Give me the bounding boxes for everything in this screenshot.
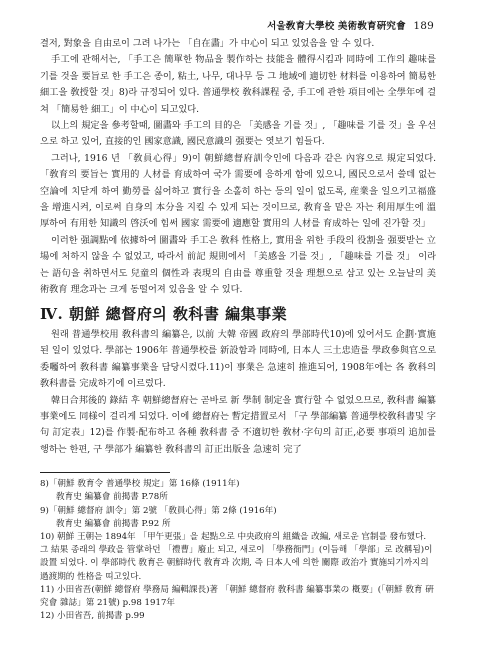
paragraph: 以上의 規定을 參考할때, 圖畵와 手工의 目的은 「美感을 기를 것」, 「趣味를 기를 것」을 우선으로 하고 있어, 直接的인 國家意識, 國民意識의 强要는 엿보기 힘들다. [40,120,436,148]
running-header [267,18,434,32]
section-heading: Ⅳ. 朝鮮 總督府의 敎科書 編集事業 [40,304,288,323]
footnotes [40,478,436,623]
paragraph: 手工에 관해서는, 「手工은 簡單한 物品을 製作하는 技能을 體得시킴과 同時에 工作의 趣味를 기를 것을 要旨로 한 手工은 종이, 粘土, 나무, 대나무 등 그 地域에 適切한 材料를 이용하여 簡易한 細工을 敎授할 것」8)라 규정되어 있다. 普通學校 敎科課程 중, 手工에 관한 項目에는 全學年에 걸쳐 「簡易한 細工」이 中心이 되고있다. [40,54,436,115]
paragraph: 결저, 對象을 自由로이 그려 나가는 「自在畵」가 中心이 되고 있었음을 알 수 있다. [40,38,375,49]
footnote-source: 敎育史 編纂會 前揭書 P.78所 [56,492,168,503]
footnote: 8)「朝鮮 敎育令 普通學校 規定」第 16條 (1911年) [40,479,240,490]
page-number: 189 [413,20,434,32]
footnote: 12) 小田省吾, 前揭書 p.99 [40,611,145,622]
footnote-source: 敎育史 編纂會 前揭書 P.92 所 [56,518,171,529]
body-text [40,36,436,458]
paragraph: 이러한 强調點에 依據하여 圖畵와 手工은 敎科 性格上, 實用을 위한 手段의 役割을 强要받는 立場에 처하지 않을 수 없었고, 따라서 前記 規則에서 「美感을 기를 것」, 「趣味를 기를 것」 이라는 語句을 취하면서도 兒童의 個性과 表現의 自由를 尊重할 것을 理想으로 삼고 있는 오늘날의 美術敎育 理念과는 크게 동떨어져 있음을 알 수 있다. [40,234,436,296]
paragraph: 원래 普通學校用 敎科書의 編纂은, 以前 大韓 帝國 政府의 學部時代10)에 있어서도 企劃·實施된 일이 있었다. 學部는 1906年 普通學校를 新設함과 同時에, 日本人 三土忠造를 學政參與官으로 委囑하여 敎科書 編纂事業을 담당시켰다.11)이 事業은 急速히 推進되어, 1908年에는 各 敎科의 敎科書를 完成하기에 이르렀다. [40,328,436,390]
paragraph: 韓日合邦後的 錄結 후 朝鮮總督府는 곧바로 新 學制 制定을 實行할 수 없었으므로, 敎科書 編纂 事業에도 同様이 걸리게 되었다. 이에 總督府는 暫定措置로서 「구 學部編纂 普通學校敎科書및 字句 訂定表」12)를 作製·配布하고 各種 敎科書 중 不適切한 敎材·字句의 訂正,必要 事項의 追加를 행하는 한편, 구 學部가 編纂한 敎科書의 訂正出版을 急速히 完了 [40,394,436,455]
footnote-divider [40,472,170,473]
running-head-title: 서울敎育大學校 美術敎育硏究會 [267,21,406,32]
footnote: 11) 小田省吾(朝鮮 總督府 學務局 編輯課長)著 「朝鮮 總督府 敎科書 編纂事業の 槪要」(「朝鮮 敎育 硏究會 雜誌」第 21號) p.98 1917年 [40,584,434,608]
footnote: 9)「朝鮮 總督府 訓令」第 2號 「敎員心得」第 2條 (1916年) [40,505,277,516]
paragraph: 그러나, 1916 년 「敎員心得」9)이 朝鮮總督府訓令인에 다음과 같은 內容으로 規定되었다. 「敎育의 要旨는 實用的 人材를 育成하여 국가 需要에 응하게 함에 있으니, 國民으로서 쓸데 없는 空論에 치닫게 하여 勤勞를 싫어하고 實行을 소홀히 하는 등의 일이 없도록, 産業을 일으키고福盛을 增進시켜, 이로써 自身의 本分을 지킬 수 있게 되는 것이므로, 敎育을 맡은 자는 利用厚生에 溫厚하여 有用한 知識의 啓沃에 힘써 國家 需要에 適應할 實用의 人材를 育成하는 일에 진가할 것」 [40,152,436,230]
footnote: 10) 朝鮮 王朝는 1894年 「甲午更張」을 起點으로 中央政府의 組織을 改編, 새로운 官制를 發布했다. 그 結果 종래의 學政을 管掌하던 「禮曹」廢止 되고, 새로이 「學務衙門」(이듬해 「學部」로 改稱됨)이 設置 되었다. 이 學部時代 敎育은 朝鮮時代 敎育과 次期, 즉 日本人에 의한 關際 政治가 實施되기까지의 過渡期的 性格을 띠고있다. [40,531,433,582]
